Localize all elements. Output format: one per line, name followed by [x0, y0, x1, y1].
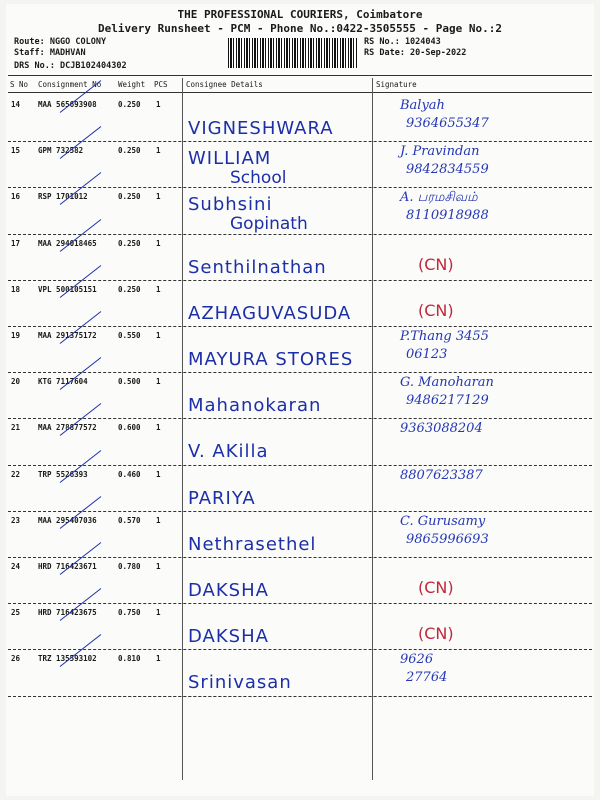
pcs-value: 1: [156, 100, 161, 109]
pcs-value: 1: [156, 469, 161, 479]
consignee-name: MAYURA STORES: [188, 349, 354, 370]
col-consignee: Consignee Details: [186, 80, 263, 89]
rs-number: RS No.: 1024043: [364, 37, 441, 47]
row-sno: 25: [11, 608, 21, 618]
row-sno: 23: [11, 515, 21, 525]
runsheet-row: [8, 142, 592, 188]
consignee-name: Senthilnathan: [188, 256, 327, 278]
weight-value: 0.750: [118, 608, 141, 618]
signature: G. Manoharan: [400, 375, 494, 391]
signature: 8807623387: [400, 467, 483, 483]
rs-date: RS Date: 20-Sep-2022: [364, 48, 467, 58]
weight-value: 0.250: [118, 192, 141, 202]
row-sno: 19: [11, 331, 21, 340]
consignment-number: GPM 732582: [38, 146, 84, 156]
company-title: THE PROFESSIONAL COURIERS, Coimbatore: [177, 8, 423, 21]
pcs-value: 1: [156, 423, 161, 433]
pcs-value: 1: [156, 608, 161, 618]
col-signature: Signature: [376, 80, 417, 89]
consignee-name: AZHAGUVASUDA: [188, 302, 352, 324]
consignment-number: MAA 295407036: [38, 515, 97, 525]
pcs-value: 1: [156, 192, 161, 202]
row-sno: 26: [11, 654, 21, 664]
col-consignment: Consignment No: [38, 80, 102, 89]
consignment-number: HRD 716423671: [38, 562, 97, 571]
row-sno: 18: [11, 284, 21, 294]
runsheet-row: [8, 604, 592, 650]
runsheet-row: [8, 373, 592, 419]
row-sno: 17: [11, 238, 21, 248]
consignee-name: Srinivasan: [188, 672, 292, 694]
consignee-name: V. AKilla: [188, 441, 269, 463]
consignment-number: TRP 5526393: [38, 469, 88, 479]
consignment-number: TRZ 135593102: [38, 654, 97, 664]
weight-value: 0.550: [118, 331, 141, 340]
table-header-rule: [8, 92, 592, 93]
runsheet-row: [8, 327, 592, 373]
cn-mark: (CN): [418, 254, 454, 274]
col-sno: S No: [10, 80, 29, 89]
route-label: Route: NGGO COLONY: [14, 37, 107, 47]
signature-phone: 27764: [406, 670, 448, 686]
consignment-number: MAA 565693908: [38, 100, 97, 109]
weight-value: 0.500: [118, 377, 141, 387]
col-pcs: PCS: [154, 80, 168, 89]
signature: J. Pravindan: [400, 144, 480, 160]
row-sno: 22: [11, 469, 21, 479]
weight-value: 0.250: [118, 100, 141, 109]
col-weight: Weight: [118, 80, 146, 89]
runsheet-title: Delivery Runsheet - PCM - Phone No.:0422-3505555 - Page No.:2: [98, 22, 502, 35]
pcs-value: 1: [156, 284, 161, 294]
weight-value: 0.250: [118, 284, 141, 294]
consignee-name: Nethrasethel: [188, 533, 317, 555]
consignment-number: MAA 294018465: [38, 238, 97, 248]
signature: C. Gurusamy: [400, 513, 486, 529]
signature-phone: 8110918988: [406, 208, 489, 224]
runsheet-row: [8, 466, 592, 512]
consignee-name: DAKSHA: [188, 626, 269, 648]
cn-mark: (CN): [418, 624, 454, 644]
weight-value: 0.250: [118, 238, 141, 248]
consignee-name: PARIYA: [188, 487, 256, 509]
pcs-value: 1: [156, 238, 161, 248]
runsheet-row: [8, 235, 592, 281]
consignment-number: VPL 500105151: [38, 284, 97, 294]
row-sno: 14: [11, 100, 21, 109]
runsheet-row: [8, 558, 592, 604]
weight-value: 0.780: [118, 562, 141, 571]
signature-phone: 06123: [406, 347, 448, 362]
row-sno: 24: [11, 562, 21, 571]
signature-phone: 9364655347: [406, 116, 489, 131]
cn-mark: (CN): [418, 578, 454, 597]
weight-value: 0.250: [118, 146, 141, 156]
pcs-value: 1: [156, 515, 161, 525]
signature: P.Thang 3455: [400, 329, 489, 344]
pcs-value: 1: [156, 654, 161, 664]
signature: 9363088204: [400, 421, 483, 437]
drs-number: DRS No.: DCJB102404302: [14, 61, 127, 71]
consignment-number: RSP 1701012: [38, 192, 88, 202]
staff-label: Staff: MADHVAN: [14, 48, 86, 58]
row-sno: 20: [11, 377, 21, 387]
signature-phone: 9842834559: [406, 162, 489, 178]
cn-mark: (CN): [418, 300, 454, 320]
runsheet-row: [8, 188, 592, 234]
table-top-rule: [8, 75, 592, 76]
runsheet-row: [8, 512, 592, 558]
weight-value: 0.570: [118, 515, 141, 525]
consignee-name: VIGNESHWARA: [188, 118, 334, 139]
runsheet-row: [8, 419, 592, 465]
weight-value: 0.600: [118, 423, 141, 433]
row-sno: 16: [11, 192, 21, 202]
runsheet-row: [8, 96, 592, 142]
signature: 9626: [400, 652, 434, 668]
consignee-name-line2: School: [230, 168, 287, 189]
signature: A. பரமசிவம்: [400, 190, 478, 206]
pcs-value: 1: [156, 562, 161, 571]
signature: Balyah: [400, 98, 445, 113]
consignment-number: MAA 278877572: [38, 423, 97, 433]
weight-value: 0.810: [118, 654, 141, 664]
pcs-value: 1: [156, 377, 161, 387]
weight-value: 0.460: [118, 469, 141, 479]
table-bottom-rule: [8, 696, 592, 697]
consignee-name-line2: Gopinath: [230, 214, 308, 235]
signature-phone: 9865996693: [406, 531, 489, 547]
consignment-number: MAA 291375172: [38, 331, 97, 340]
signature-phone: 9486217129: [406, 393, 489, 409]
consignee-name: Subhsini: [188, 194, 273, 216]
row-sno: 15: [11, 146, 21, 156]
row-sno: 21: [11, 423, 21, 433]
consignee-name: WILLIAM: [188, 148, 272, 170]
runsheet-row: [8, 650, 592, 696]
pcs-value: 1: [156, 146, 161, 156]
consignment-number: HRD 716423675: [38, 608, 97, 618]
runsheet-row: [8, 281, 592, 327]
barcode: [228, 38, 358, 68]
consignee-name: DAKSHA: [188, 580, 269, 601]
consignee-name: Mahanokaran: [188, 395, 322, 417]
pcs-value: 1: [156, 331, 161, 340]
consignment-number: KTG 7117604: [38, 377, 88, 387]
